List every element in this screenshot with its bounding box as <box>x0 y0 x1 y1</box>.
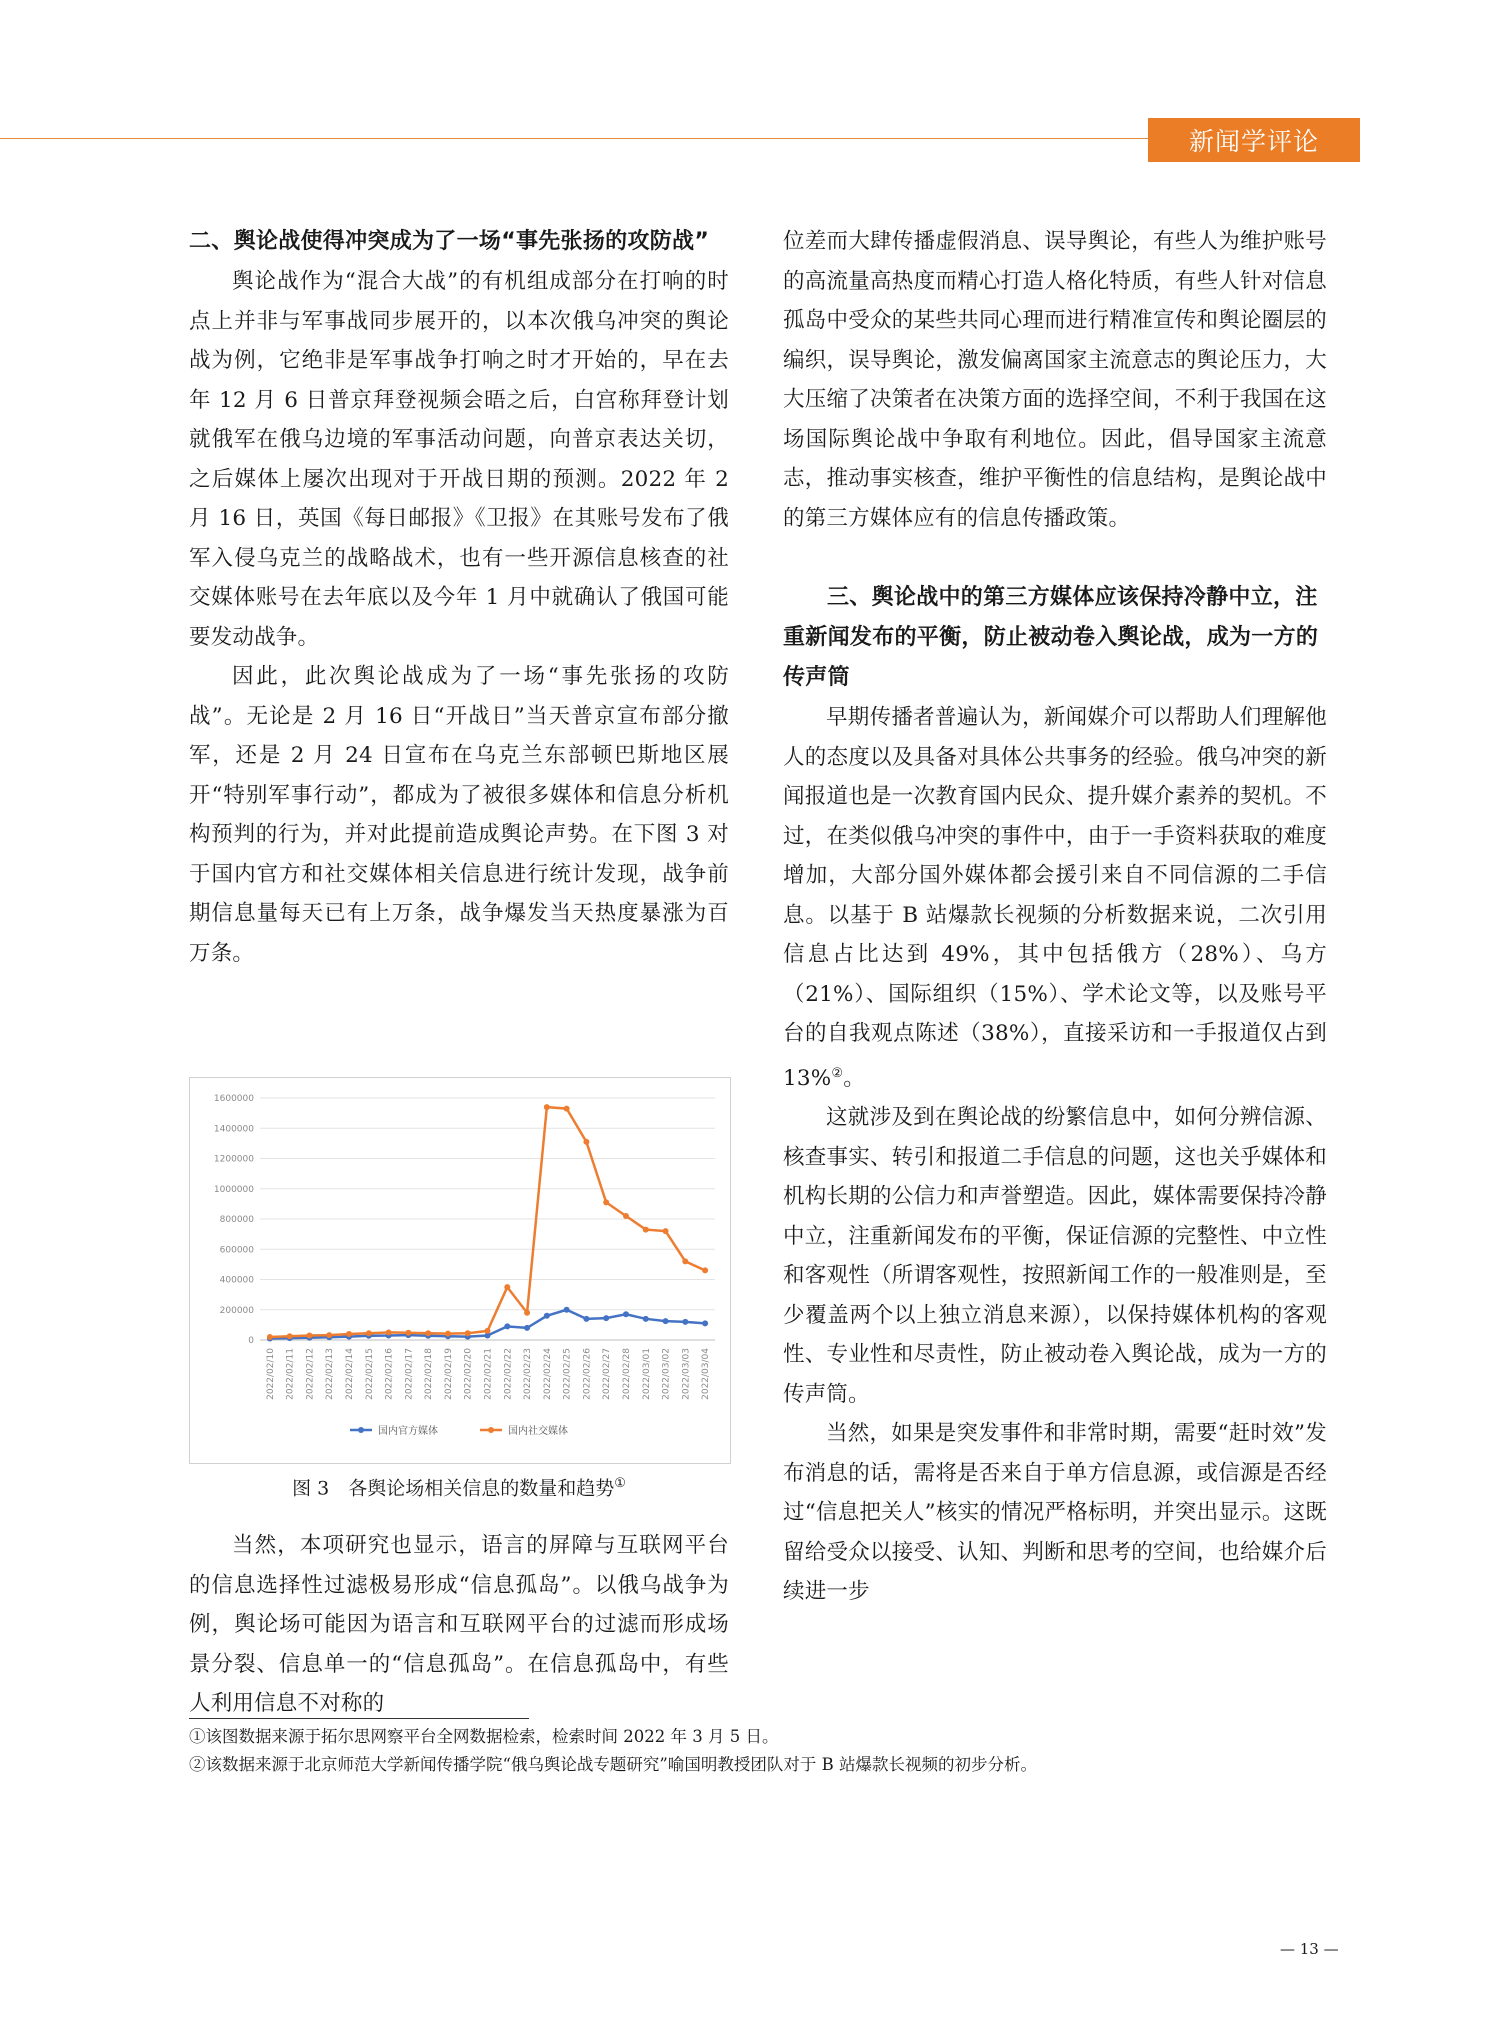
x-tick-label: 2022/02/24 <box>542 1348 553 1400</box>
right-paragraph-2 <box>783 698 1327 1098</box>
x-tick-label: 2022/02/13 <box>325 1348 336 1400</box>
series-point <box>564 1106 570 1112</box>
x-tick-label: 2022/02/15 <box>364 1348 375 1400</box>
y-tick-label: 200000 <box>219 1305 254 1316</box>
series-point <box>682 1258 688 1264</box>
right-paragraph-3: 这就涉及到在舆论战的纷繁信息中，如何分辨信源、核查事实、转引和报道二手信息的问题，这也关乎媒体和机构长期的公信力和声誉塑造。因此，媒体需要保持冷静中立，注重新闻发布的平衡，保证信源的完整性、中立性和客观性（所谓客观性，按照新闻工作的一般准则是，至少覆盖两个以上独立消息来源），以保持媒体机构的客观性、专业性和尽责性，防止被动卷入舆论战，成为一方的传声筒。 <box>783 1105 1327 1407</box>
x-tick-label: 2022/02/14 <box>345 1348 356 1400</box>
x-tick-label: 2022/02/11 <box>285 1348 296 1400</box>
series-point <box>524 1310 530 1316</box>
x-tick-label: 2022/02/20 <box>463 1348 474 1400</box>
x-tick-label: 2022/02/25 <box>562 1348 573 1400</box>
y-tick-label: 600000 <box>219 1245 254 1256</box>
series-point <box>445 1331 451 1337</box>
series-point <box>643 1316 649 1322</box>
right-paragraph-2-text: 早期传播者普遍认为，新闻媒介可以帮助人们理解他人的态度以及具备对具体公共事务的经验。俄乌冲突的新闻报道也是一次教育国内民众、提升媒介素养的契机。不过，在类似俄乌冲突的事件中，由于一手资料获取的难度增加，大部分国外媒体都会援引来自不同信源的二手信息。以基于 B 站爆款长视频的分析数据来说，二次引用信息占比达到 49%，其中包括俄方（28%）、乌方（21%）、国际组织（15%）、学术论文等，以及账号平台的自我观点陈述（38%），直接采访和一手报道仅占到 13% <box>783 705 1327 1091</box>
x-tick-label: 2022/03/03 <box>681 1348 692 1400</box>
figure-caption-text: 图 3 各舆论场相关信息的数量和趋势 <box>292 1477 615 1500</box>
figure-caption <box>189 1469 729 1503</box>
line-chart <box>190 1078 730 1463</box>
series-point <box>663 1228 669 1234</box>
series-point <box>485 1328 491 1334</box>
legend-label: 国内社交媒体 <box>508 1426 568 1437</box>
left-column <box>189 222 729 973</box>
series-point <box>504 1284 510 1290</box>
series-point <box>267 1334 273 1340</box>
left-paragraph-3: 当然，本项研究也显示，语言的屏障与互联网平台的信息选择性过滤极易形成“信息孤岛”。以俄乌战争为例，舆论场可能因为语言和互联网平台的过滤而形成场景分裂、信息单一的“信息孤岛”。在信息孤岛中，有些人利用信息不对称的 <box>189 1533 729 1716</box>
legend-label: 国内官方媒体 <box>378 1426 438 1437</box>
y-tick-label: 0 <box>248 1336 254 1346</box>
y-tick-label: 800000 <box>219 1215 254 1225</box>
series-point <box>603 1315 609 1321</box>
series-point <box>682 1319 688 1325</box>
x-tick-label: 2022/02/27 <box>602 1348 613 1400</box>
left-column-continued <box>189 1526 729 1724</box>
series-point <box>564 1307 570 1313</box>
series-point <box>544 1104 550 1110</box>
series-point <box>425 1330 431 1336</box>
y-tick-label: 1600000 <box>213 1094 254 1104</box>
left-paragraph-2: 因此，此次舆论战成为了一场“事先张扬的攻防战”。无论是 2 月 16 日“开战日”当天普京宣布部分撤军，还是 2 月 24 日宣布在乌克兰东部顿巴斯地区展开“特别军事行动”，都成为了被很多媒体和信息分析机构预判的行为，并对此提前造成舆论声势。在下图 3 对于国内官方和社交媒体相关信息进行统计发现，战争前期信息量每天已有上万条，战争爆发当天热度暴涨为百万条。 <box>189 664 729 966</box>
x-tick-label: 2022/02/19 <box>443 1348 454 1400</box>
x-tick-label: 2022/02/10 <box>265 1348 276 1400</box>
x-tick-label: 2022/02/16 <box>384 1348 395 1400</box>
section-heading-2: 二、舆论战使得冲突成为了一场“事先张扬的攻防战” <box>189 229 710 254</box>
series-point <box>504 1323 510 1329</box>
series-point <box>386 1329 392 1335</box>
series-point <box>702 1320 708 1326</box>
series-line <box>270 1107 705 1337</box>
legend-swatch-dot <box>358 1427 364 1433</box>
right-paragraph-2-end: 。 <box>843 1065 865 1091</box>
section-heading-3: 三、舆论战中的第三方媒体应该保持冷静中立，注重新闻发布的平衡，防止被动卷入舆论战，成为一方的传声筒 <box>783 585 1319 690</box>
y-tick-label: 1400000 <box>213 1124 254 1135</box>
series-point <box>326 1332 332 1338</box>
series-point <box>465 1330 471 1336</box>
right-paragraph-1: 位差而大肆传播虚假消息、误导舆论，有些人为维护账号的高流量高热度而精心打造人格化特质，有些人针对信息孤岛中受众的某些共同心理而进行精准宣传和舆论圈层的编织，误导舆论，激发偏离国家主流意志的舆论压力，大大压缩了决策者在决策方面的选择空间，不利于我国在这场国际舆论战中争取有利地位。因此，倡导国家主流意志，推动事实核查，维护平衡性的信息结构，是舆论战中的第三方媒体应有的信息传播政策。 <box>783 229 1327 531</box>
series-point <box>583 1316 589 1322</box>
series-point <box>643 1227 649 1233</box>
x-tick-label: 2022/02/21 <box>483 1348 494 1400</box>
x-tick-label: 2022/02/17 <box>404 1348 415 1400</box>
series-point <box>544 1313 550 1319</box>
y-tick-label: 1000000 <box>213 1184 254 1195</box>
x-tick-label: 2022/03/01 <box>641 1348 652 1400</box>
x-tick-label: 2022/03/04 <box>701 1348 712 1400</box>
footnote-2: ②该数据来源于北京师范大学新闻传播学院“俄乌舆论战专题研究”喻国明教授团队对于 B 站爆款长视频的初步分析。 <box>189 1755 1037 1774</box>
page-number: — 13 — <box>1280 1940 1339 1958</box>
right-column <box>783 222 1327 1612</box>
journal-name-tag: 新闻学评论 <box>1148 118 1360 162</box>
footnote-1: ①该图数据来源于拓尔思网察平台全网数据检索，检索时间 2022 年 3 月 5 日。 <box>189 1727 779 1746</box>
series-point <box>603 1199 609 1205</box>
x-tick-label: 2022/02/12 <box>305 1348 316 1400</box>
legend-swatch-dot <box>488 1427 494 1433</box>
series-point <box>346 1331 352 1337</box>
figure-caption-footnote-mark: ① <box>614 1476 626 1491</box>
series-point <box>702 1267 708 1273</box>
series-point <box>287 1333 293 1339</box>
series-point <box>663 1318 669 1324</box>
series-point <box>623 1213 629 1219</box>
series-point <box>306 1332 312 1338</box>
series-point <box>366 1330 372 1336</box>
x-tick-label: 2022/02/28 <box>621 1348 632 1400</box>
series-point <box>405 1330 411 1336</box>
figure-3-chart <box>189 1077 731 1464</box>
x-tick-label: 2022/02/26 <box>582 1348 593 1400</box>
x-tick-label: 2022/02/18 <box>424 1348 435 1400</box>
series-point <box>524 1325 530 1331</box>
x-tick-label: 2022/02/23 <box>523 1348 534 1400</box>
y-tick-label: 1200000 <box>213 1154 254 1165</box>
footnote-rule <box>189 1718 529 1719</box>
x-tick-label: 2022/02/22 <box>503 1348 514 1400</box>
header-rule <box>0 138 1148 139</box>
y-tick-label: 400000 <box>219 1275 254 1286</box>
footnote-mark-2: ② <box>831 1065 844 1081</box>
series-point <box>623 1311 629 1317</box>
x-tick-label: 2022/03/02 <box>661 1348 672 1400</box>
right-paragraph-4: 当然，如果是突发事件和非常时期，需要“赶时效”发布消息的话，需将是否来自于单方信息源，或信源是否经过“信息把关人”核实的情况严格标明，并突出显示。这既留给受众以接受、认知、判断和思考的空间，也给媒介后续进一步 <box>783 1421 1327 1605</box>
series-point <box>583 1139 589 1145</box>
left-paragraph-1: 舆论战作为“混合大战”的有机组成部分在打响的时点上并非与军事战同步展开的，以本次俄乌冲突的舆论战为例，它绝非是军事战争打响之时才开始的，早在去年 12 月 6 日普京拜登视频会晤之后，白宫称拜登计划就俄军在俄乌边境的军事活动问题，向普京表达关切，之后媒体上屡次出现对于开战日期的预测。2022 年 2 月 16 日，英国《每日邮报》《卫报》在其账号发布了俄军入侵乌克兰的战略战术，也有一些开源信息核查的社交媒体账号在去年底以及今年 1 月中就确认了俄国可能要发动战争。 <box>189 269 729 650</box>
